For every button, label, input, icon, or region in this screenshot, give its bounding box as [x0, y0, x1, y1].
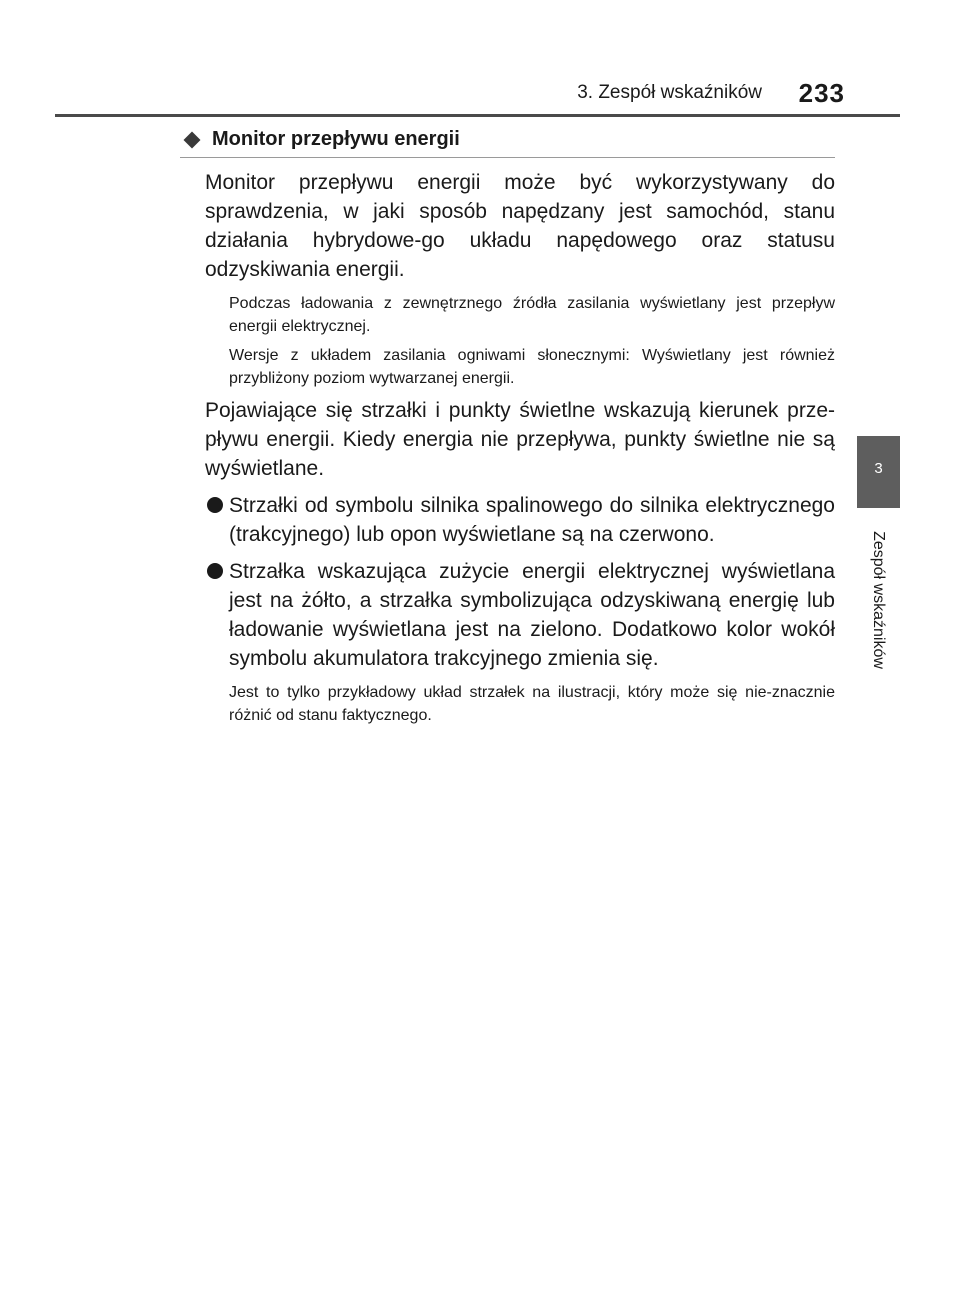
chapter-tab [857, 436, 900, 508]
note-charging: Podczas ładowania z zewnętrznego źródła zasilania wyświetlany jest przepływ energii elektrycznej. [229, 295, 835, 335]
section-heading [180, 128, 835, 158]
list-item-text: Strzałki od symbolu silnika spalinowego do silnika elektrycznego (trakcyjnego) lub opon wyświetlane są na czerwono. [229, 494, 835, 546]
list-item [229, 557, 835, 673]
arrows-paragraph: Pojawiające się strzałki i punkty świetlne wskazują kierunek prze-pływu energii. Kiedy energia nie przepływa, punkty świetlne nie są wyświetlane. [205, 399, 835, 480]
note-solar: Wersje z układem zasilania ogniwami słonecznymi: Wyświetlany jest również przybliżony poziom wytwarzanej energii. [229, 347, 835, 387]
list-item [229, 491, 835, 549]
page-header [55, 78, 900, 114]
header-divider [55, 114, 900, 117]
main-content [180, 128, 835, 733]
page-number: 233 [798, 78, 845, 108]
bullet-dot-icon [207, 563, 223, 579]
chapter-tab-number: 3 [874, 460, 883, 477]
section-heading-text: Monitor przepływu energii [212, 128, 460, 150]
list-item-text: Strzałka wskazująca zużycie energii elektrycznej wyświetlana jest na żółto, a strzałka symbolizująca odzyskiwaną energię lub ładowanie wyświetlana jest na zielono. Dodatkowo kolor wokół symbolu akumulatora trakcyjnego zmienia się. [229, 560, 835, 670]
footnote: Jest to tylko przykładowy układ strzałek na ilustracji, który może się nie-znacznie różnić od stanu faktycznego. [229, 684, 835, 724]
intro-paragraph: Monitor przepływu energii może być wykorzystywany do sprawdzenia, w jaki sposób napędzany jest samochód, stanu działania hybrydowe-go układu napędowego oraz statusu odzyskiwania energii. [205, 171, 835, 281]
chapter-tab-label: Zespół wskaźników [870, 531, 887, 669]
diamond-icon [184, 131, 201, 148]
bullet-dot-icon [207, 497, 223, 513]
chapter-title: 3. Zespół wskaźników [577, 82, 762, 103]
